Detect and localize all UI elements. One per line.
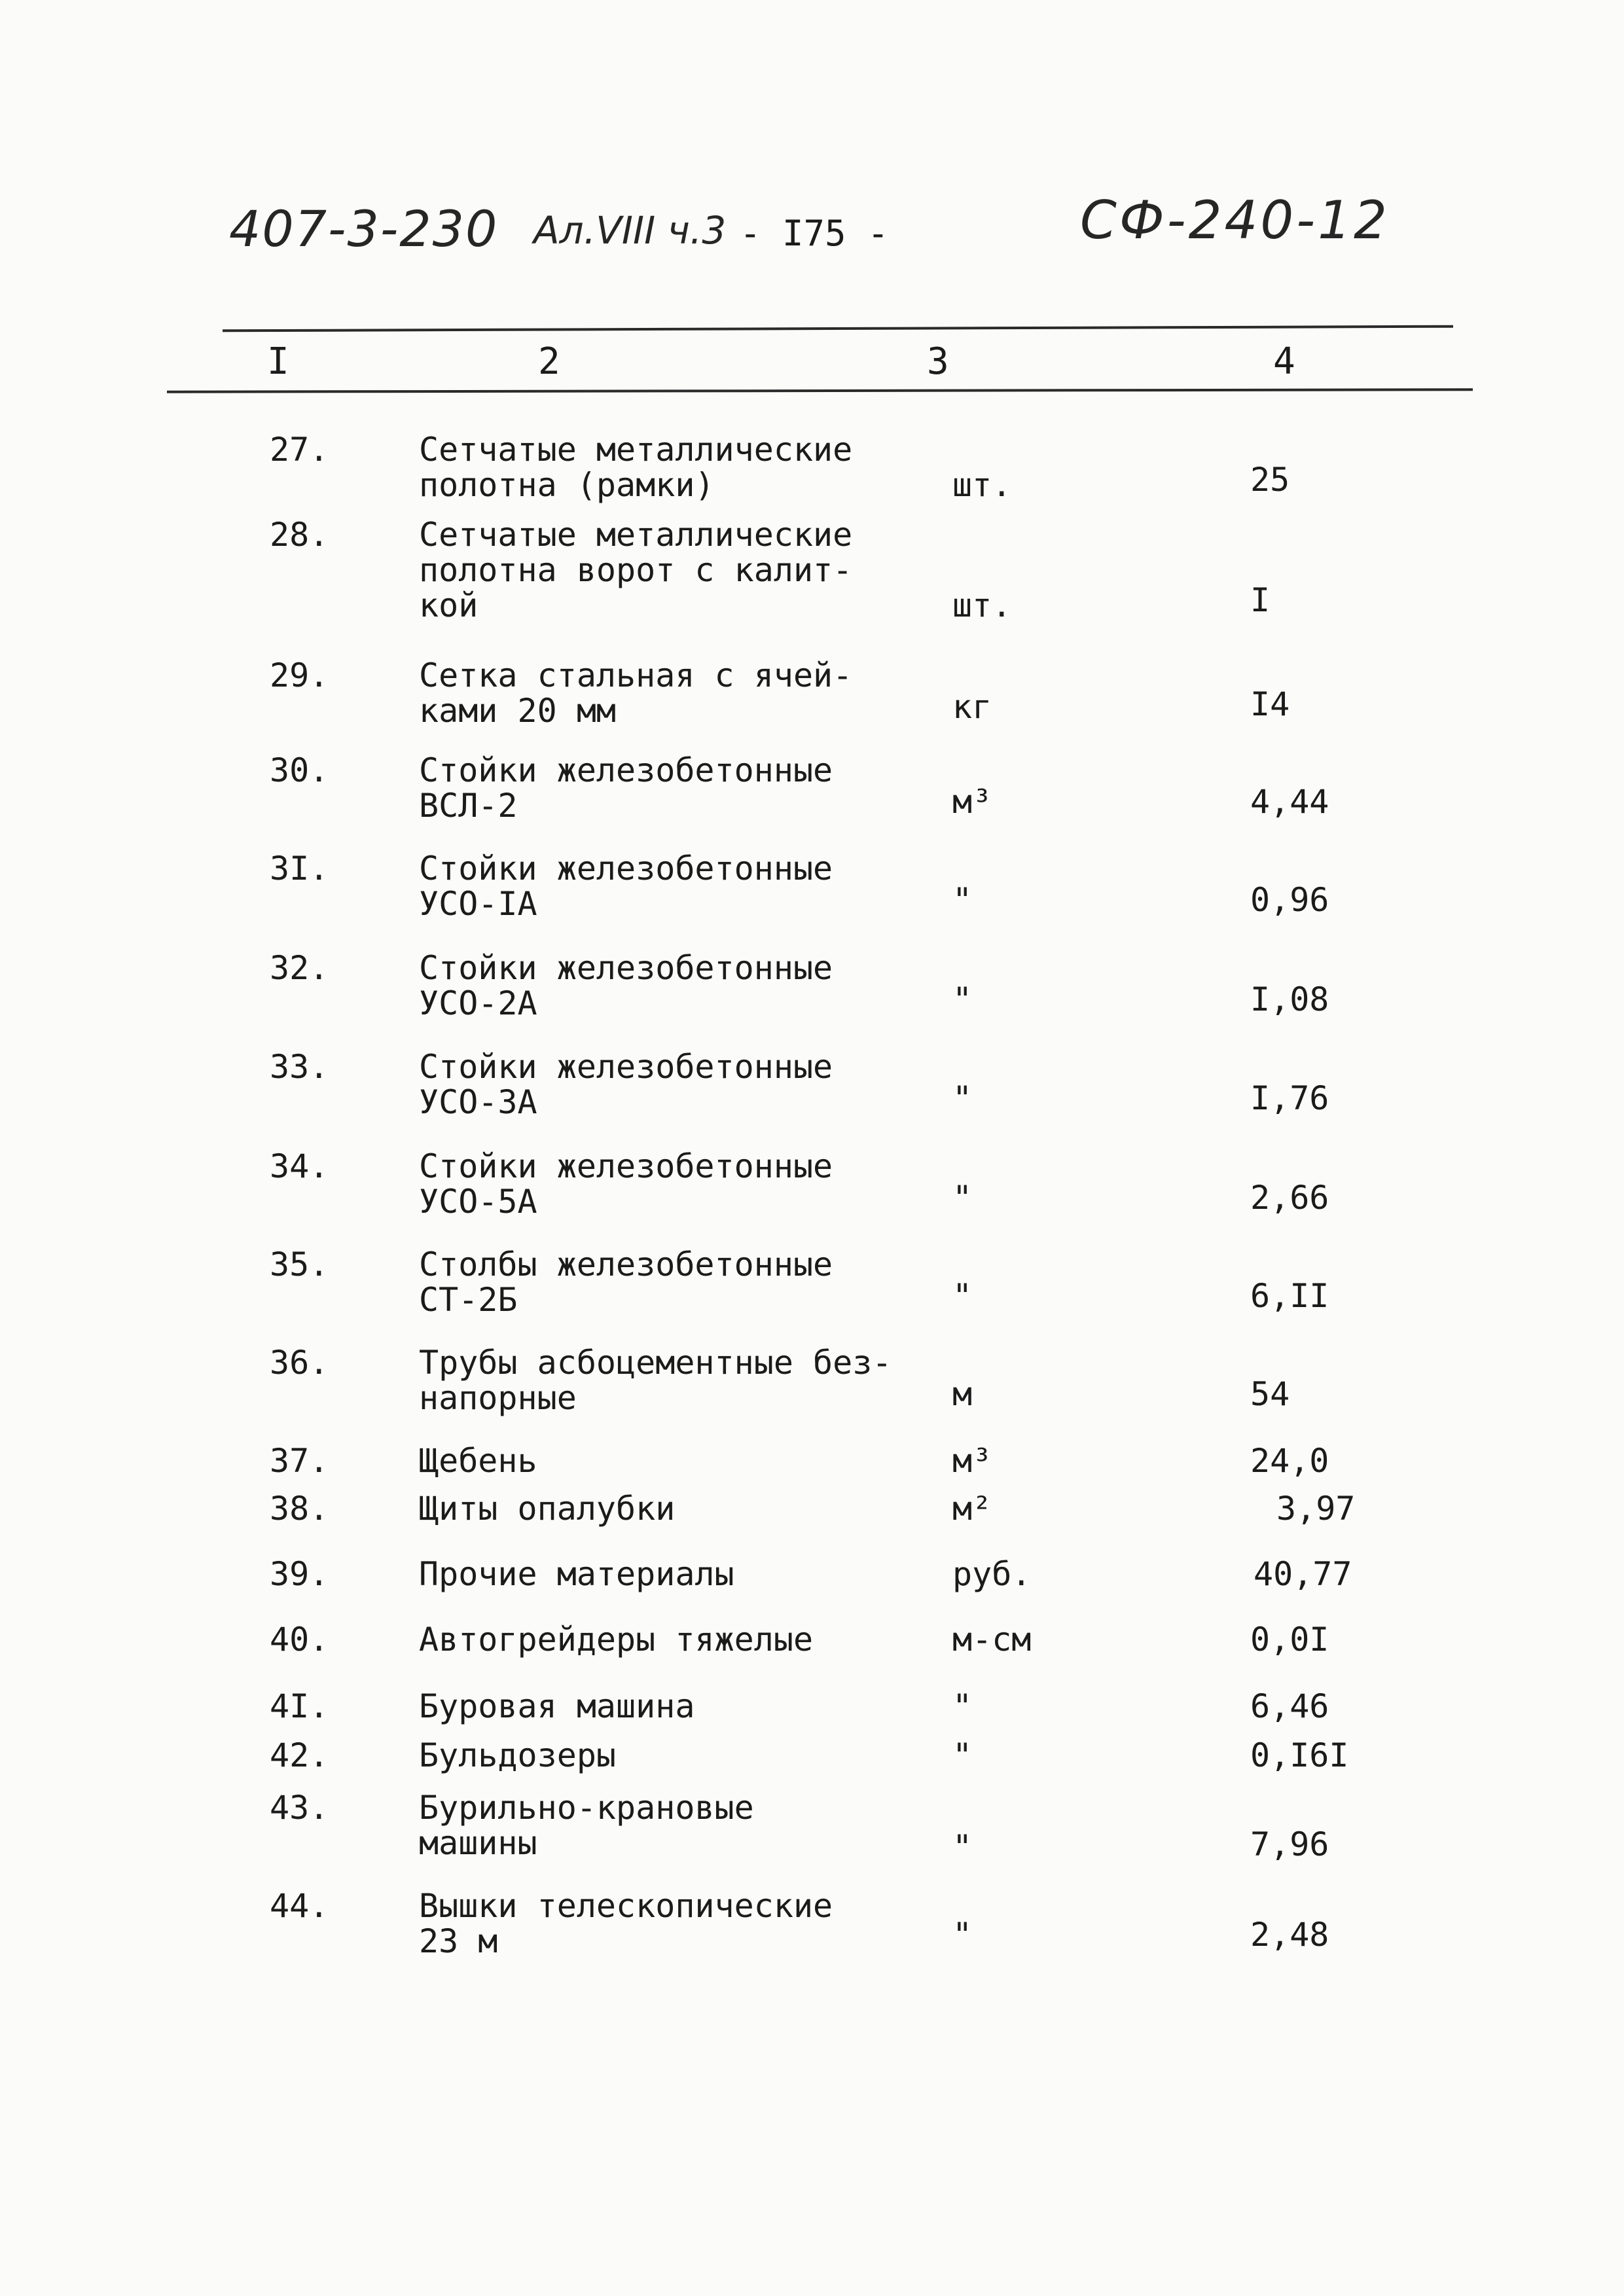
column-header-name: 2 [538,340,560,383]
row-unit: " [952,1736,973,1774]
row-quantity: 0,I6I [1250,1736,1349,1774]
table-header-rule [167,388,1473,393]
row-quantity: 0,0I [1250,1621,1329,1659]
row-number: 42. [270,1736,329,1774]
row-unit: " [952,1179,973,1217]
handwritten-album-part: Ал.VIII ч.3 [533,208,727,253]
row-name: Вышки телескопические 23 м [419,1887,833,1960]
row-number: 40. [270,1621,329,1659]
row-number: 35. [270,1246,329,1283]
row-name: Бурильно-крановые машины [419,1789,754,1862]
row-quantity: 2,48 [1250,1916,1329,1954]
row-unit: м-см [952,1621,1032,1659]
row-unit: кг [952,688,992,726]
row-unit: " [952,1079,973,1117]
row-number: 3I. [270,850,329,888]
row-name: Буровая машина [419,1687,695,1725]
row-name: Сетчатые металлические полотна (рамки) [419,431,853,504]
row-unit: шт. [952,586,1012,624]
row-name: Бульдозеры [419,1736,617,1774]
column-header-quantity: 4 [1273,340,1295,383]
row-quantity: I [1250,581,1271,619]
row-unit: " [952,881,973,919]
row-unit: м³ [952,783,992,821]
row-unit: " [952,1828,973,1866]
row-name: Стойки железобетонные УСО-5А [419,1147,833,1221]
row-number: 39. [270,1555,329,1593]
row-quantity: 3,97 [1276,1490,1356,1528]
row-unit: руб. [952,1555,1032,1593]
row-name: Стойки железобетонные УСО-2А [419,949,833,1022]
row-unit: м² [952,1490,992,1528]
row-name: Стойки железобетонные УСО-IА [419,850,833,923]
row-quantity: 25 [1250,461,1290,499]
row-unit: м [952,1375,973,1413]
row-number: 43. [270,1789,329,1827]
row-quantity: 40,77 [1254,1555,1352,1593]
row-number: 32. [270,949,329,987]
row-quantity: 7,96 [1250,1825,1329,1863]
row-name: Стойки железобетонные ВСЛ-2 [419,751,833,825]
row-quantity: 54 [1250,1375,1290,1413]
row-number: 34. [270,1147,329,1185]
row-name: Сетчатые металлические полотна ворот с калит- кой [419,516,853,624]
row-name: Столбы железобетонные СТ-2Б [419,1246,833,1319]
row-unit: м³ [952,1442,992,1480]
row-name: Трубы асбоцементные без- напорные [419,1344,892,1417]
row-name: Стойки железобетонные УСО-3А [419,1048,833,1121]
table-top-rule [223,325,1453,332]
row-name: Щиты опалубки [419,1490,676,1528]
row-unit: " [952,1916,973,1954]
row-number: 37. [270,1442,329,1480]
row-number: 27. [270,431,329,469]
row-unit: " [952,980,973,1018]
row-number: 29. [270,656,329,694]
row-number: 30. [270,751,329,789]
column-header-unit: 3 [927,340,949,383]
row-quantity: I,76 [1250,1079,1329,1117]
row-number: 28. [270,516,329,554]
row-quantity: 6,46 [1250,1687,1329,1725]
row-number: 36. [270,1344,329,1382]
row-number: 44. [270,1887,329,1925]
row-name: Сетка стальная с ячей- ками 20 мм [419,656,853,730]
row-quantity: 24,0 [1250,1442,1329,1480]
row-quantity: 0,96 [1250,881,1329,919]
row-quantity: I4 [1250,685,1290,723]
page-number: - I75 - [740,213,889,254]
row-quantity: I,08 [1250,980,1329,1018]
handwritten-sheet-code: СФ-240-12 [1080,190,1390,251]
row-number: 33. [270,1048,329,1086]
row-quantity: 6,II [1250,1277,1329,1315]
row-unit: шт. [952,466,1012,504]
row-name: Щебень [419,1442,537,1480]
row-quantity: 4,44 [1250,783,1329,821]
column-header-number: I [267,340,289,383]
row-number: 38. [270,1490,329,1528]
row-quantity: 2,66 [1250,1179,1329,1217]
handwritten-document-code: 407-3-230 [229,200,499,258]
row-name: Автогрейдеры тяжелые [419,1621,814,1659]
row-unit: " [952,1277,973,1315]
row-name: Прочие материалы [419,1555,734,1593]
row-unit: " [952,1687,973,1725]
row-number: 4I. [270,1687,329,1725]
